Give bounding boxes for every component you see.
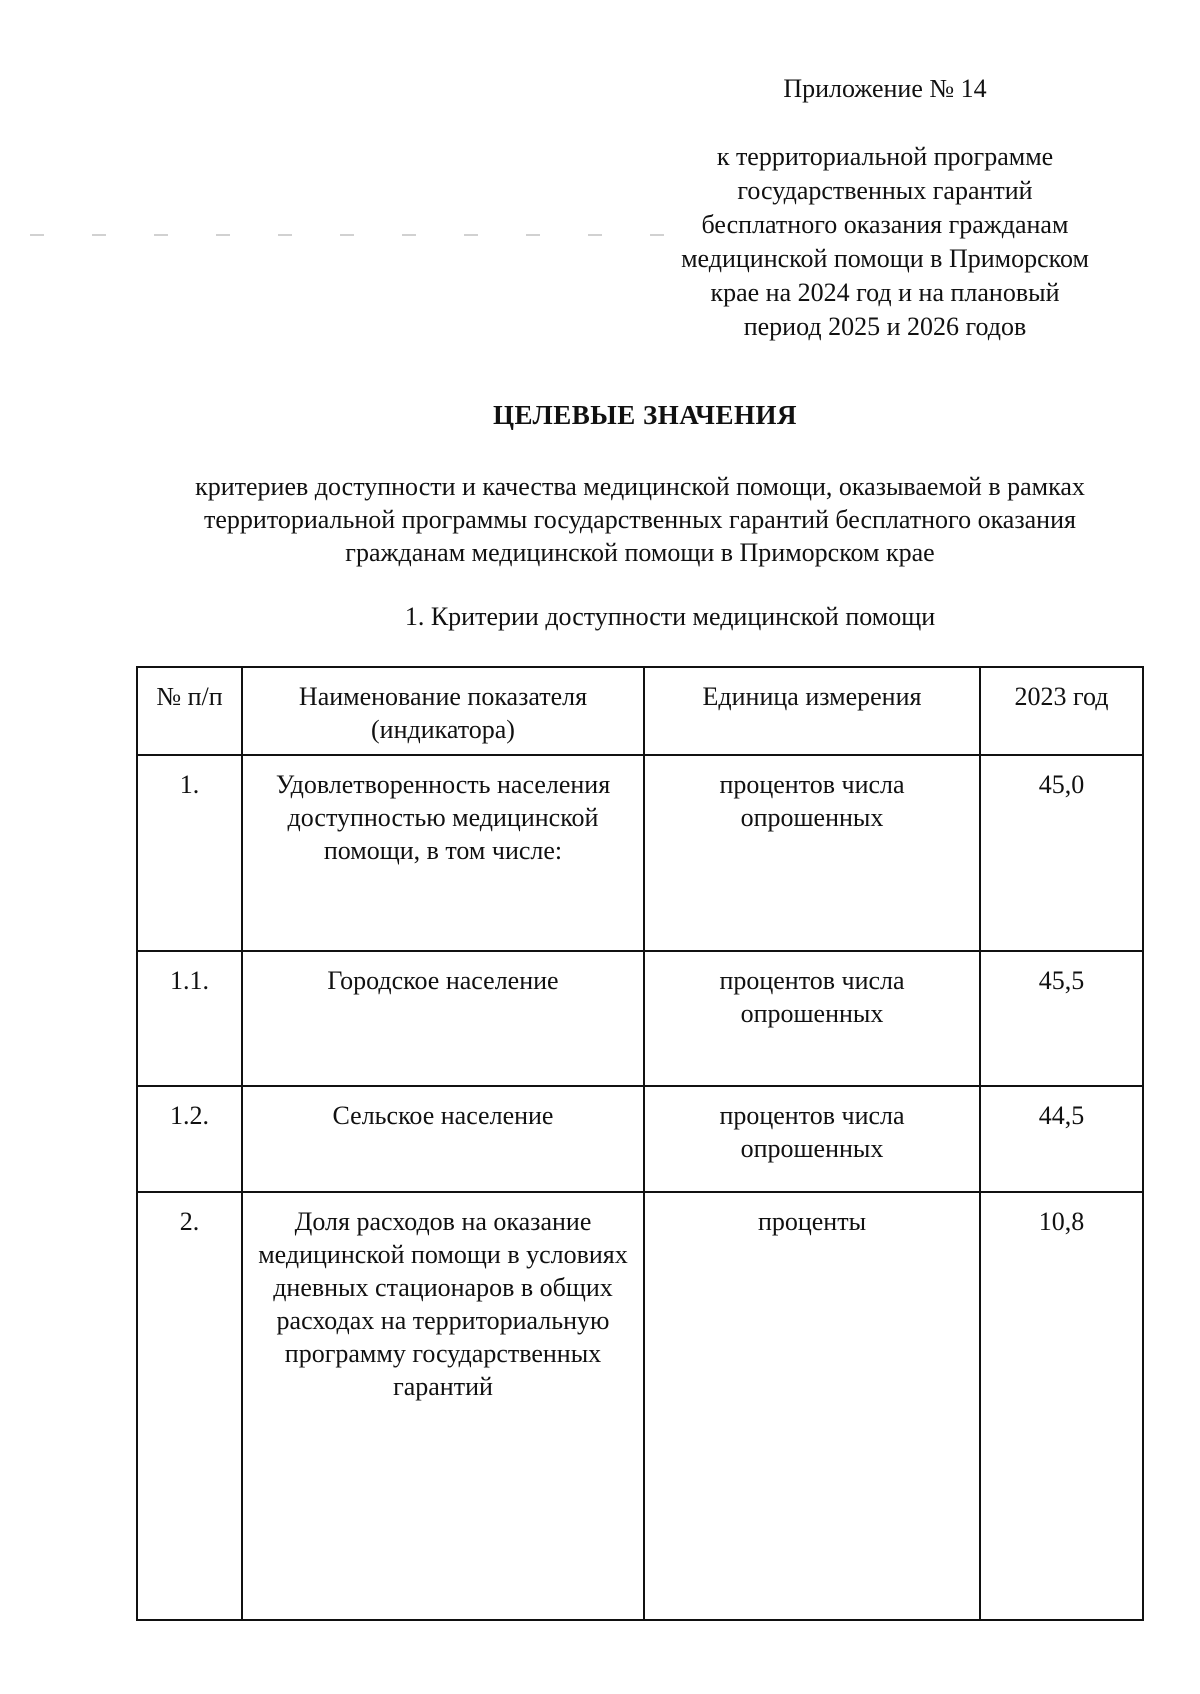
- cell-unit: процентов числа опрошенных: [644, 1086, 980, 1192]
- cell-value: 45,5: [980, 951, 1143, 1086]
- subtitle-line: территориальной программы государственных гарантий бесплатного оказания: [204, 505, 1076, 534]
- subtitle-line: гражданам медицинской помощи в Приморском крае: [345, 538, 935, 567]
- cell-unit: процентов числа опрошенных: [644, 951, 980, 1086]
- header-unit: Единица измерения: [644, 667, 980, 755]
- annex-line: государственных гарантий: [737, 176, 1033, 205]
- annex-line: крае на 2024 год и на плановый: [710, 278, 1060, 307]
- criteria-table: [136, 666, 1144, 1621]
- cell-unit: процентов числа опрошенных: [644, 755, 980, 951]
- annex-line: к территориальной программе: [716, 142, 1054, 171]
- cell-name: Удовлетворенность населения доступностью медицинской помощи, в том числе:: [242, 755, 644, 951]
- annex-reference: [650, 140, 1120, 344]
- header-year: 2023 год: [980, 667, 1143, 755]
- scan-artifact-dashes: [30, 234, 680, 236]
- table-row: [137, 1192, 1143, 1620]
- table-row: [137, 755, 1143, 951]
- cell-name: Городское население: [242, 951, 644, 1086]
- cell-number: 1.1.: [137, 951, 242, 1086]
- document-subtitle: [130, 470, 1150, 569]
- cell-name: Доля расходов на оказание медицинской помощи в условиях дневных стационаров в общих расходах на территориальную программу государственных гарантий: [242, 1192, 644, 1620]
- document-title: ЦЕЛЕВЫЕ ЗНАЧЕНИЯ: [492, 400, 798, 430]
- cell-number: 1.2.: [137, 1086, 242, 1192]
- section-title: 1. Критерии доступности медицинской помощи: [404, 602, 936, 631]
- header-name: Наименование показателя (индикатора): [242, 667, 644, 755]
- annex-line: бесплатного оказания гражданам: [701, 210, 1069, 239]
- cell-name: Сельское население: [242, 1086, 644, 1192]
- annex-number: Приложение № 14: [783, 74, 987, 103]
- table-header-row: [137, 667, 1143, 755]
- subtitle-line: критериев доступности и качества медицинской помощи, оказываемой в рамках: [195, 472, 1085, 501]
- cell-value: 10,8: [980, 1192, 1143, 1620]
- header-number: № п/п: [137, 667, 242, 755]
- table-row: [137, 951, 1143, 1086]
- cell-value: 45,0: [980, 755, 1143, 951]
- document-title-wrap: [0, 400, 1200, 431]
- cell-value: 44,5: [980, 1086, 1143, 1192]
- table-row: [137, 1086, 1143, 1192]
- cell-unit: проценты: [644, 1192, 980, 1620]
- annex-line: медицинской помощи в Приморском: [681, 244, 1089, 273]
- annex-line: период 2025 и 2026 годов: [743, 312, 1027, 341]
- cell-number: 1.: [137, 755, 242, 951]
- cell-number: 2.: [137, 1192, 242, 1620]
